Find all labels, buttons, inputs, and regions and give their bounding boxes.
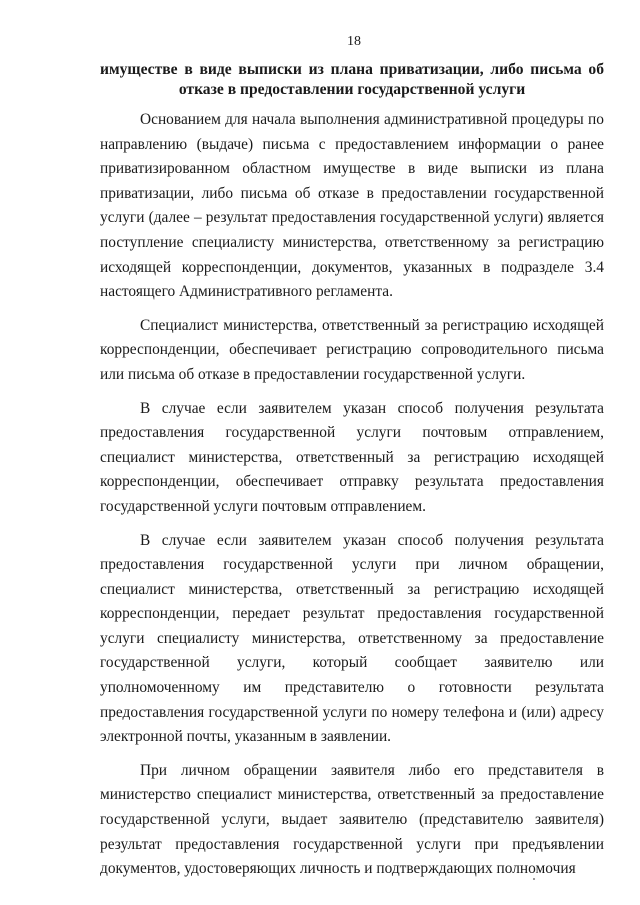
paragraph-issuance: При личном обращении заявителя либо его представителя в министерство специалист министерства, ответственный за предоставление государственной услуги, выдает заявителю (представителю заявителя) результат предоставления государственной услуги при предъявлении документов, удостоверяющих личность и подтверждающих полномочия [100, 761, 604, 878]
paragraph-postal-delivery: В случае если заявителем указан способ получения результата предоставления государственной услуги почтовым отправлением, специалист министерства, ответственный за регистрацию исходящей корреспонденции, обеспечивает отправку результата предоставления государственной услуги почтовым отправлением. [100, 399, 604, 515]
paragraph-registration: Специалист министерства, ответственный за регистрацию исходящей корреспонденции, обеспечивает регистрацию сопроводительного письма или письма об отказе в предоставлении государственной услуги. [100, 316, 604, 383]
paragraph-basis: Основанием для начала выполнения административной процедуры по направлению (выдаче) письма с предоставлением информации о ранее приватизированном областном имуществе в виде выписки из плана приватизации, либо письма об отказе в предоставлении государственной услуги (далее – результат предоставления государственной услуги) является поступление специалисту министерства, ответственному за регистрацию исходящей корреспонденции, документов, указанных в подразделе 3.4 настоящего Административного регламента. [100, 111, 604, 301]
paragraph-personal-delivery: В случае если заявителем указан способ получения результата предоставления государственной услуги при личном обращении, специалист министерства, ответственный за регистрацию исходящей корреспонденции, передает результат предоставления государственной услуги специалисту министерства, ответственному за предоставление государственной услуги, который сообщает заявителю или уполномоченному им представителю о готовности результата предоставления государственной услуги по номеру телефона и (или) адресу электронной почты, указанным в заявлении. [100, 531, 604, 746]
section-heading: имуществе в виде выписки из плана приватизации, либо письма об отказе в предоставлении государственной услуги [100, 61, 604, 98]
body-text [100, 108, 604, 882]
page-number: 18 [347, 34, 361, 49]
scan-artifact [533, 878, 535, 880]
